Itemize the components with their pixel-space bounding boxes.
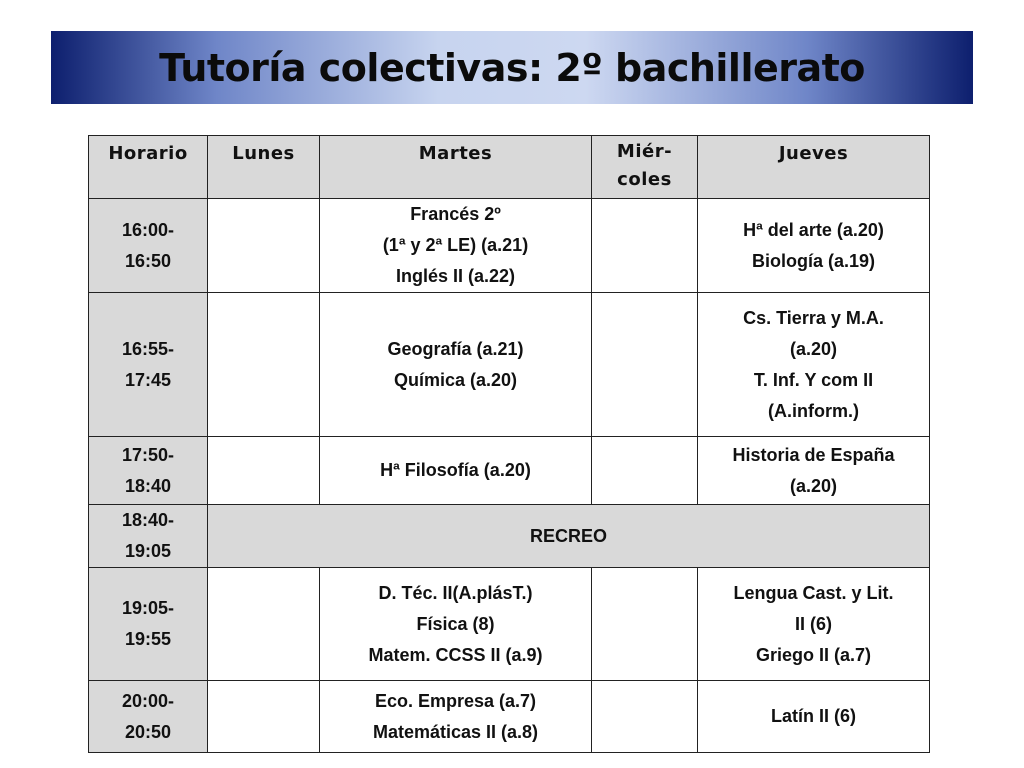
header-jueves: Jueves — [698, 136, 930, 199]
lunes-cell — [208, 199, 320, 293]
jueves-cell: Lengua Cast. y Lit. II (6) Griego II (a.7) — [698, 568, 930, 681]
miercoles-cell — [592, 199, 698, 293]
lunes-cell — [208, 293, 320, 437]
martes-cell: Eco. Empresa (a.7) Matemáticas II (a.8) — [320, 681, 592, 753]
jueves-cell: Historia de Españа (a.20) — [698, 437, 930, 505]
miercoles-cell — [592, 568, 698, 681]
table-row — [89, 568, 930, 681]
header-horario: Horario — [89, 136, 208, 199]
hour-cell: 16:55- 17:45 — [89, 293, 208, 437]
miercoles-cell — [592, 681, 698, 753]
header-martes: Martes — [320, 136, 592, 199]
header-miercoles: Miér- coles — [592, 136, 698, 199]
miercoles-cell — [592, 437, 698, 505]
header-row — [89, 136, 930, 199]
miercoles-cell — [592, 293, 698, 437]
hour-cell: 20:00- 20:50 — [89, 681, 208, 753]
table-row — [89, 681, 930, 753]
hour-cell: 19:05- 19:55 — [89, 568, 208, 681]
martes-cell: Francés 2º (1ª y 2ª LE) (a.21) Inglés II (a.22) — [320, 199, 592, 293]
recreo-cell: RECREO — [208, 505, 930, 568]
hour-cell: 17:50- 18:40 — [89, 437, 208, 505]
table-row — [89, 293, 930, 437]
table-row — [89, 437, 930, 505]
hour-cell: 16:00- 16:50 — [89, 199, 208, 293]
schedule-table — [88, 135, 930, 753]
table-row — [89, 199, 930, 293]
martes-cell: Hª Filosofía (a.20) — [320, 437, 592, 505]
jueves-cell: Latín II (6) — [698, 681, 930, 753]
jueves-cell: Cs. Tierra y M.A. (a.20) T. Inf. Y com II (A.inform.) — [698, 293, 930, 437]
lunes-cell — [208, 568, 320, 681]
lunes-cell — [208, 437, 320, 505]
jueves-cell: Hª del arte (a.20) Biología (a.19) — [698, 199, 930, 293]
hour-cell: 18:40- 19:05 — [89, 505, 208, 568]
header-lunes: Lunes — [208, 136, 320, 199]
lunes-cell — [208, 681, 320, 753]
martes-cell: Geografía (a.21) Química (a.20) — [320, 293, 592, 437]
martes-cell: D. Téc. II(A.plásT.) Física (8) Matem. CCSS II (a.9) — [320, 568, 592, 681]
table-row — [89, 505, 930, 568]
page-title: Tutoría colectivas: 2º bachillerato — [159, 45, 865, 90]
title-banner — [51, 31, 973, 104]
